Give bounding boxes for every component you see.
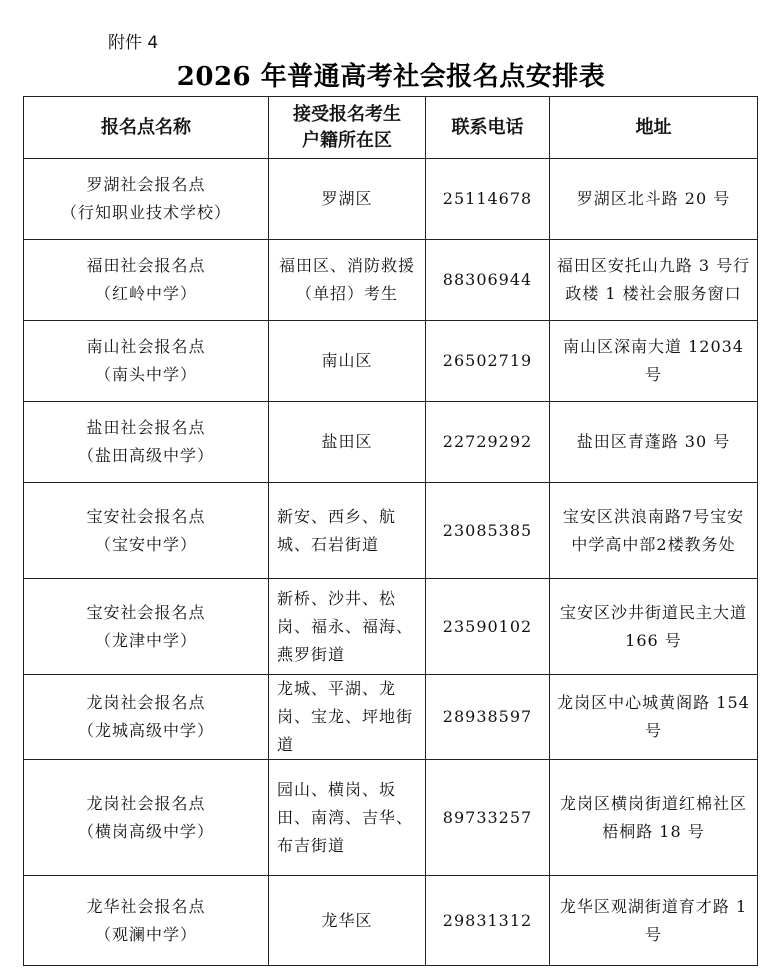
- point-name-line: 龙岗社会报名点: [86, 693, 206, 712]
- header-area: [269, 97, 426, 159]
- header-area-line2: 户籍所在区: [302, 129, 392, 151]
- table-header-row: [24, 97, 758, 159]
- registration-point-name: [24, 159, 269, 240]
- contact-phone: 25114678: [426, 159, 550, 240]
- address: 南山区深南大道 12034 号: [550, 321, 758, 402]
- contact-phone: 23590102: [426, 579, 550, 675]
- contact-phone: 28938597: [426, 675, 550, 760]
- registration-point-name: [24, 876, 269, 966]
- header-address: 地址: [550, 97, 758, 159]
- registration-point-name: [24, 402, 269, 483]
- point-name-line: 福田社会报名点: [86, 256, 206, 275]
- table-row: [24, 579, 758, 675]
- point-name-line: 盐田社会报名点: [86, 418, 206, 437]
- registration-point-name: [24, 675, 269, 760]
- registration-point-name: [24, 760, 269, 876]
- document-title: 2026 年普通高考社会报名点安排表: [176, 62, 606, 92]
- address: 龙岗区中心城黄阁路 154 号: [550, 675, 758, 760]
- header-name: 报名点名称: [24, 97, 269, 159]
- point-school-line: （龙津中学）: [94, 630, 197, 650]
- applicant-area: 南山区: [269, 321, 426, 402]
- address: 宝安区洪浪南路7号宝安中学高中部2楼教务处: [550, 483, 758, 579]
- attachment-label: 附件 4: [108, 33, 159, 53]
- header-area-line1: 接受报名考生: [293, 103, 401, 125]
- point-name-line: 龙华社会报名点: [86, 896, 206, 916]
- registration-point-name: [24, 321, 269, 402]
- applicant-area: 罗湖区: [269, 159, 426, 240]
- header-phone: 联系电话: [426, 97, 550, 159]
- address: 龙岗区横岗街道红棉社区梧桐路 18 号: [550, 760, 758, 876]
- address: 罗湖区北斗路 20 号: [550, 159, 758, 240]
- point-school-line: （宝安中学）: [94, 534, 197, 554]
- point-school-line: （龙城高级中学）: [77, 721, 214, 740]
- address: 龙华区观湖街道育才路 1 号: [550, 876, 758, 966]
- point-name-line: 宝安社会报名点: [86, 506, 206, 526]
- point-school-line: （行知职业技术学校）: [60, 203, 231, 222]
- point-school-line: （红岭中学）: [94, 284, 197, 303]
- contact-phone: 89733257: [426, 760, 550, 876]
- point-name-line: 罗湖社会报名点: [86, 175, 206, 194]
- point-school-line: （横岗高级中学）: [77, 821, 214, 841]
- address: 宝安区沙井街道民主大道 166 号: [550, 579, 758, 675]
- applicant-area: 龙城、平湖、龙岗、宝龙、坪地街道: [269, 675, 426, 760]
- table-row: [24, 240, 758, 321]
- applicant-area: 盐田区: [269, 402, 426, 483]
- table-row: [24, 402, 758, 483]
- registration-point-name: [24, 483, 269, 579]
- applicant-area: 龙华区: [269, 876, 426, 966]
- point-name-line: 宝安社会报名点: [86, 602, 206, 622]
- point-name-line: 南山社会报名点: [86, 337, 206, 356]
- registration-point-name: [24, 240, 269, 321]
- address: 盐田区青蓬路 30 号: [550, 402, 758, 483]
- contact-phone: 22729292: [426, 402, 550, 483]
- point-school-line: （盐田高级中学）: [77, 446, 214, 465]
- applicant-area: 新安、西乡、航城、石岩街道: [269, 483, 426, 579]
- address: 福田区安托山九路 3 号行政楼 1 楼社会服务窗口: [550, 240, 758, 321]
- table-row: [24, 760, 758, 876]
- table-row: [24, 876, 758, 966]
- point-school-line: （南头中学）: [94, 365, 197, 384]
- applicant-area: 新桥、沙井、松岗、福永、福海、燕罗街道: [269, 579, 426, 675]
- table-row: [24, 159, 758, 240]
- contact-phone: 29831312: [426, 876, 550, 966]
- point-school-line: （观澜中学）: [94, 924, 197, 944]
- contact-phone: 88306944: [426, 240, 550, 321]
- contact-phone: 23085385: [426, 483, 550, 579]
- contact-phone: 26502719: [426, 321, 550, 402]
- table-row: [24, 675, 758, 760]
- table-row: [24, 321, 758, 402]
- registration-schedule-table: [23, 96, 758, 966]
- point-name-line: 龙岗社会报名点: [86, 793, 206, 813]
- applicant-area: 园山、横岗、坂田、南湾、吉华、布吉街道: [269, 760, 426, 876]
- table-row: [24, 483, 758, 579]
- registration-point-name: [24, 579, 269, 675]
- applicant-area: 福田区、消防救援（单招）考生: [269, 240, 426, 321]
